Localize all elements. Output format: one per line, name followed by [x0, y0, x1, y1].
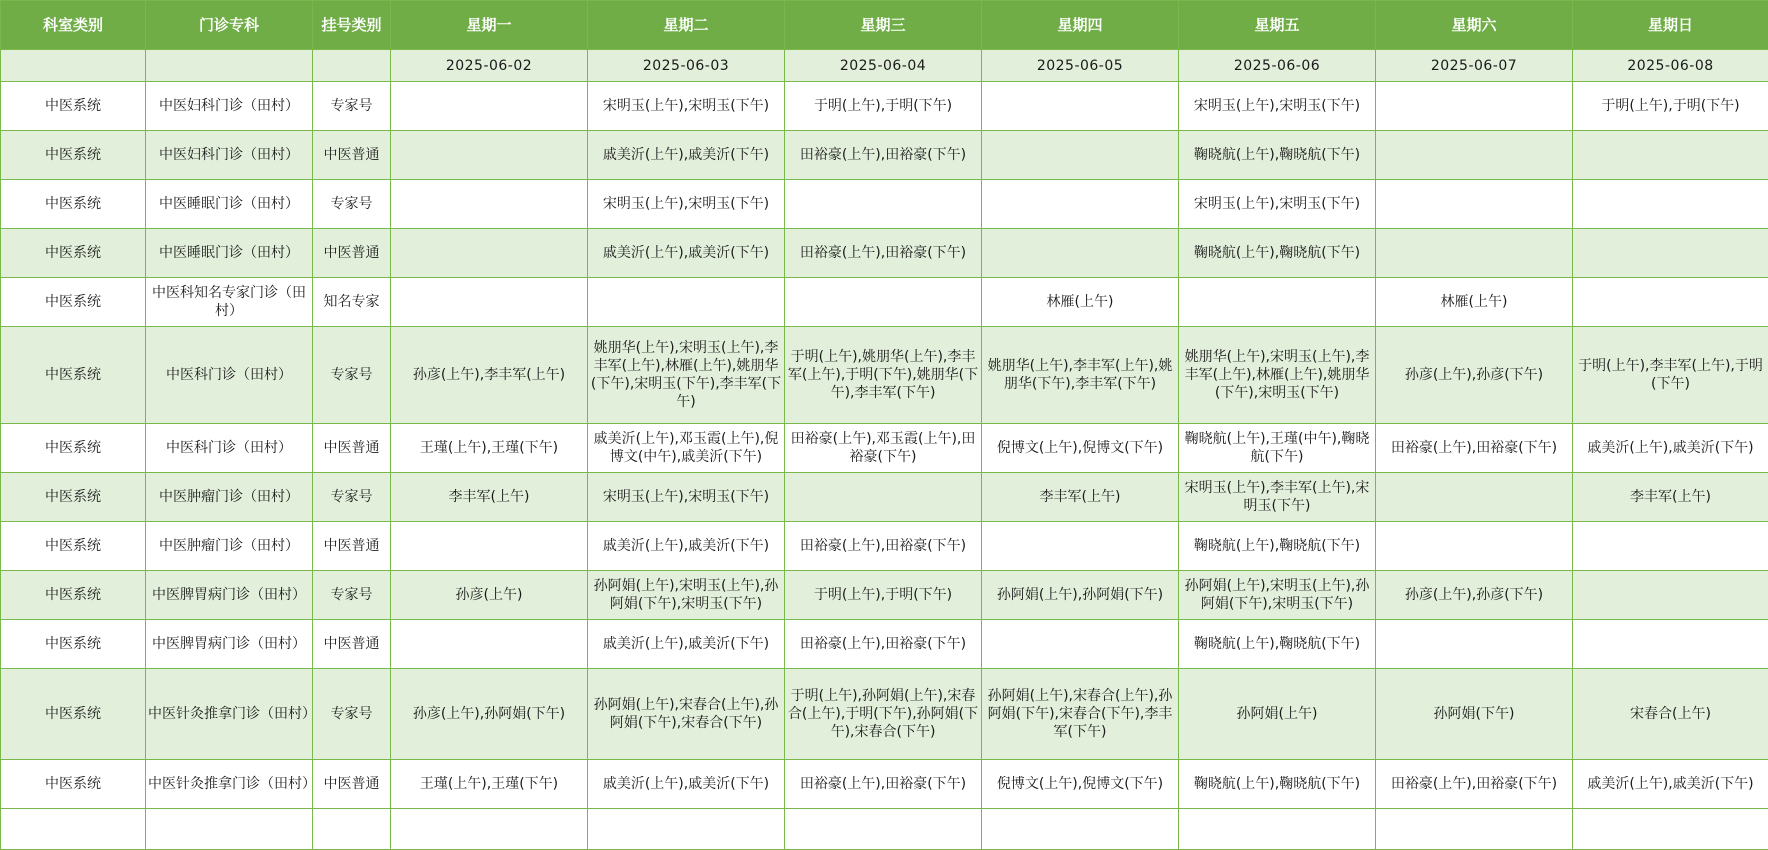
empty-cell	[146, 809, 313, 850]
schedule-cell-wed: 于明(上午),姚朋华(上午),李丰军(上午),于明(下午),姚朋华(下午),李丰军(下午)	[785, 327, 982, 424]
schedule-cell-thu	[982, 131, 1179, 180]
schedule-cell-sun	[1573, 620, 1768, 669]
header-row	[1, 1, 1768, 50]
schedule-cell-sat: 田裕豪(上午),田裕豪(下午)	[1376, 424, 1573, 473]
schedule-cell-sun: 戚美沂(上午),戚美沂(下午)	[1573, 760, 1768, 809]
category-cell: 中医系统	[1, 424, 146, 473]
schedule-cell-sat	[1376, 473, 1573, 522]
schedule-cell-fri: 鞠晓航(上午),王瑾(中午),鞠晓航(下午)	[1179, 424, 1376, 473]
date-cell-empty	[1, 50, 146, 82]
table-row	[1, 473, 1768, 522]
empty-cell	[1179, 809, 1376, 850]
schedule-cell-tue: 姚朋华(上午),宋明玉(上午),李丰军(上午),林雁(上午),姚朋华(下午),宋明玉(下午),李丰军(下午)	[588, 327, 785, 424]
clinic-cell: 中医科知名专家门诊（田村）	[146, 278, 313, 327]
schedule-cell-sun	[1573, 229, 1768, 278]
schedule-cell-thu: 李丰军(上午)	[982, 473, 1179, 522]
schedule-cell-wed: 于明(上午),于明(下午)	[785, 571, 982, 620]
date-cell-empty	[313, 50, 391, 82]
schedule-cell-wed	[785, 278, 982, 327]
reg-type-cell: 专家号	[313, 82, 391, 131]
schedule-cell-mon	[391, 131, 588, 180]
category-cell: 中医系统	[1, 180, 146, 229]
category-cell: 中医系统	[1, 229, 146, 278]
schedule-cell-mon: 孙彦(上午),孙阿娟(下午)	[391, 669, 588, 760]
schedule-cell-thu: 孙阿娟(上午),宋春合(上午),孙阿娟(下午),宋春合(下午),李丰军(下午)	[982, 669, 1179, 760]
schedule-cell-sat	[1376, 229, 1573, 278]
schedule-cell-tue: 宋明玉(上午),宋明玉(下午)	[588, 180, 785, 229]
reg-type-cell: 专家号	[313, 473, 391, 522]
schedule-cell-sun	[1573, 131, 1768, 180]
date-cell: 2025-06-04	[785, 50, 982, 82]
clinic-cell: 中医睡眠门诊（田村）	[146, 180, 313, 229]
schedule-cell-sun	[1573, 522, 1768, 571]
table-row	[1, 229, 1768, 278]
date-cell: 2025-06-02	[391, 50, 588, 82]
schedule-cell-sun: 于明(上午),李丰军(上午),于明(下午)	[1573, 327, 1768, 424]
category-cell: 中医系统	[1, 620, 146, 669]
schedule-cell-fri: 姚朋华(上午),宋明玉(上午),李丰军(上午),林雁(上午),姚朋华(下午),宋明玉(下午)	[1179, 327, 1376, 424]
schedule-cell-fri: 孙阿娟(上午)	[1179, 669, 1376, 760]
schedule-cell-mon: 孙彦(上午)	[391, 571, 588, 620]
empty-cell	[1, 809, 146, 850]
date-cell: 2025-06-03	[588, 50, 785, 82]
reg-type-cell: 中医普通	[313, 760, 391, 809]
table-row	[1, 424, 1768, 473]
schedule-cell-fri: 鞠晓航(上午),鞠晓航(下午)	[1179, 522, 1376, 571]
schedule-cell-mon	[391, 180, 588, 229]
schedule-cell-tue: 戚美沂(上午),戚美沂(下午)	[588, 229, 785, 278]
schedule-cell-sat	[1376, 180, 1573, 229]
category-cell: 中医系统	[1, 473, 146, 522]
schedule-cell-sun	[1573, 571, 1768, 620]
schedule-cell-mon	[391, 522, 588, 571]
empty-cell	[588, 809, 785, 850]
schedule-cell-sat: 林雁(上午)	[1376, 278, 1573, 327]
schedule-cell-mon	[391, 278, 588, 327]
header-saturday: 星期六	[1376, 1, 1573, 50]
schedule-cell-thu: 孙阿娟(上午),孙阿娟(下午)	[982, 571, 1179, 620]
clinic-cell: 中医针灸推拿门诊（田村）	[146, 669, 313, 760]
schedule-cell-wed: 于明(上午),于明(下午)	[785, 82, 982, 131]
schedule-cell-sat: 孙阿娟(下午)	[1376, 669, 1573, 760]
date-cell: 2025-06-05	[982, 50, 1179, 82]
schedule-cell-thu	[982, 522, 1179, 571]
table-row	[1, 180, 1768, 229]
reg-type-cell: 中医普通	[313, 229, 391, 278]
schedule-cell-wed: 田裕豪(上午),田裕豪(下午)	[785, 760, 982, 809]
schedule-cell-wed: 田裕豪(上午),田裕豪(下午)	[785, 131, 982, 180]
clinic-cell: 中医脾胃病门诊（田村）	[146, 571, 313, 620]
table-row	[1, 522, 1768, 571]
schedule-cell-mon: 王瑾(上午),王瑾(下午)	[391, 424, 588, 473]
header-dept-category: 科室类别	[1, 1, 146, 50]
schedule-cell-thu	[982, 82, 1179, 131]
schedule-cell-sat	[1376, 522, 1573, 571]
schedule-cell-thu: 倪博文(上午),倪博文(下午)	[982, 424, 1179, 473]
schedule-cell-tue: 戚美沂(上午),戚美沂(下午)	[588, 131, 785, 180]
category-cell: 中医系统	[1, 82, 146, 131]
schedule-cell-fri	[1179, 278, 1376, 327]
empty-cell	[391, 809, 588, 850]
category-cell: 中医系统	[1, 327, 146, 424]
schedule-cell-fri: 鞠晓航(上午),鞠晓航(下午)	[1179, 131, 1376, 180]
date-cell: 2025-06-07	[1376, 50, 1573, 82]
schedule-cell-tue	[588, 278, 785, 327]
schedule-cell-wed: 于明(上午),孙阿娟(上午),宋春合(上午),于明(下午),孙阿娟(下午),宋春合(下午)	[785, 669, 982, 760]
schedule-cell-sun	[1573, 180, 1768, 229]
empty-cell	[1573, 809, 1768, 850]
schedule-cell-mon: 王瑾(上午),王瑾(下午)	[391, 760, 588, 809]
schedule-cell-fri: 宋明玉(上午),宋明玉(下午)	[1179, 180, 1376, 229]
clinic-cell: 中医睡眠门诊（田村）	[146, 229, 313, 278]
empty-cell	[785, 809, 982, 850]
reg-type-cell: 中医普通	[313, 522, 391, 571]
schedule-cell-thu	[982, 620, 1179, 669]
schedule-cell-fri: 鞠晓航(上午),鞠晓航(下午)	[1179, 620, 1376, 669]
reg-type-cell: 中医普通	[313, 620, 391, 669]
clinic-cell: 中医科门诊（田村）	[146, 424, 313, 473]
header-reg-type: 挂号类别	[313, 1, 391, 50]
table-row	[1, 278, 1768, 327]
schedule-cell-thu	[982, 180, 1179, 229]
header-tuesday: 星期二	[588, 1, 785, 50]
schedule-cell-sun: 戚美沂(上午),戚美沂(下午)	[1573, 424, 1768, 473]
empty-cell	[1376, 809, 1573, 850]
clinic-cell: 中医脾胃病门诊（田村）	[146, 620, 313, 669]
schedule-cell-fri: 鞠晓航(上午),鞠晓航(下午)	[1179, 229, 1376, 278]
schedule-cell-tue: 戚美沂(上午),戚美沂(下午)	[588, 620, 785, 669]
schedule-cell-wed: 田裕豪(上午),田裕豪(下午)	[785, 620, 982, 669]
reg-type-cell: 中医普通	[313, 131, 391, 180]
schedule-cell-tue: 戚美沂(上午),邓玉霞(上午),倪博文(中午),戚美沂(下午)	[588, 424, 785, 473]
clinic-cell: 中医科门诊（田村）	[146, 327, 313, 424]
schedule-cell-wed	[785, 180, 982, 229]
schedule-cell-sat	[1376, 82, 1573, 131]
date-row	[1, 50, 1768, 82]
schedule-cell-fri: 鞠晓航(上午),鞠晓航(下午)	[1179, 760, 1376, 809]
schedule-cell-tue: 孙阿娟(上午),宋明玉(上午),孙阿娟(下午),宋明玉(下午)	[588, 571, 785, 620]
empty-cell	[313, 809, 391, 850]
table-row	[1, 669, 1768, 760]
schedule-cell-sun: 宋春合(上午)	[1573, 669, 1768, 760]
category-cell: 中医系统	[1, 571, 146, 620]
reg-type-cell: 专家号	[313, 327, 391, 424]
schedule-cell-fri: 孙阿娟(上午),宋明玉(上午),孙阿娟(下午),宋明玉(下午)	[1179, 571, 1376, 620]
schedule-cell-fri: 宋明玉(上午),宋明玉(下午)	[1179, 82, 1376, 131]
schedule-cell-fri: 宋明玉(上午),李丰军(上午),宋明玉(下午)	[1179, 473, 1376, 522]
date-cell: 2025-06-06	[1179, 50, 1376, 82]
schedule-cell-mon	[391, 229, 588, 278]
schedule-cell-tue: 宋明玉(上午),宋明玉(下午)	[588, 82, 785, 131]
schedule-cell-sat: 田裕豪(上午),田裕豪(下午)	[1376, 760, 1573, 809]
schedule-cell-mon: 李丰军(上午)	[391, 473, 588, 522]
table-row	[1, 620, 1768, 669]
schedule-cell-wed: 田裕豪(上午),田裕豪(下午)	[785, 522, 982, 571]
schedule-cell-mon	[391, 82, 588, 131]
schedule-cell-thu: 林雁(上午)	[982, 278, 1179, 327]
category-cell: 中医系统	[1, 760, 146, 809]
schedule-cell-sun: 李丰军(上午)	[1573, 473, 1768, 522]
header-sunday: 星期日	[1573, 1, 1768, 50]
schedule-cell-sat	[1376, 620, 1573, 669]
clinic-cell: 中医妇科门诊（田村）	[146, 131, 313, 180]
reg-type-cell: 专家号	[313, 571, 391, 620]
clinic-cell: 中医针灸推拿门诊（田村）	[146, 760, 313, 809]
table-row	[1, 760, 1768, 809]
table-row	[1, 571, 1768, 620]
schedule-cell-tue: 戚美沂(上午),戚美沂(下午)	[588, 522, 785, 571]
reg-type-cell: 专家号	[313, 669, 391, 760]
header-monday: 星期一	[391, 1, 588, 50]
header-thursday: 星期四	[982, 1, 1179, 50]
schedule-cell-sat: 孙彦(上午),孙彦(下午)	[1376, 327, 1573, 424]
reg-type-cell: 专家号	[313, 180, 391, 229]
clinic-cell: 中医妇科门诊（田村）	[146, 82, 313, 131]
clinic-cell: 中医肿瘤门诊（田村）	[146, 473, 313, 522]
clinic-cell: 中医肿瘤门诊（田村）	[146, 522, 313, 571]
schedule-cell-tue: 戚美沂(上午),戚美沂(下午)	[588, 760, 785, 809]
category-cell: 中医系统	[1, 522, 146, 571]
schedule-cell-thu	[982, 229, 1179, 278]
header-friday: 星期五	[1179, 1, 1376, 50]
table-row	[1, 82, 1768, 131]
schedule-cell-sun	[1573, 278, 1768, 327]
schedule-cell-wed	[785, 473, 982, 522]
empty-cell	[982, 809, 1179, 850]
table-row	[1, 327, 1768, 424]
date-cell-empty	[146, 50, 313, 82]
reg-type-cell: 知名专家	[313, 278, 391, 327]
schedule-cell-sat	[1376, 131, 1573, 180]
schedule-cell-tue: 孙阿娟(上午),宋春合(上午),孙阿娟(下午),宋春合(下午)	[588, 669, 785, 760]
empty-row	[1, 809, 1768, 850]
schedule-cell-thu: 倪博文(上午),倪博文(下午)	[982, 760, 1179, 809]
schedule-cell-wed: 田裕豪(上午),邓玉霞(上午),田裕豪(下午)	[785, 424, 982, 473]
schedule-cell-thu: 姚朋华(上午),李丰军(上午),姚朋华(下午),李丰军(下午)	[982, 327, 1179, 424]
schedule-cell-sun: 于明(上午),于明(下午)	[1573, 82, 1768, 131]
category-cell: 中医系统	[1, 278, 146, 327]
category-cell: 中医系统	[1, 669, 146, 760]
schedule-cell-mon: 孙彦(上午),李丰军(上午)	[391, 327, 588, 424]
schedule-cell-tue: 宋明玉(上午),宋明玉(下午)	[588, 473, 785, 522]
date-cell: 2025-06-08	[1573, 50, 1768, 82]
reg-type-cell: 中医普通	[313, 424, 391, 473]
schedule-cell-sat: 孙彦(上午),孙彦(下午)	[1376, 571, 1573, 620]
header-clinic: 门诊专科	[146, 1, 313, 50]
header-wednesday: 星期三	[785, 1, 982, 50]
table-row	[1, 131, 1768, 180]
schedule-cell-wed: 田裕豪(上午),田裕豪(下午)	[785, 229, 982, 278]
category-cell: 中医系统	[1, 131, 146, 180]
schedule-cell-mon	[391, 620, 588, 669]
